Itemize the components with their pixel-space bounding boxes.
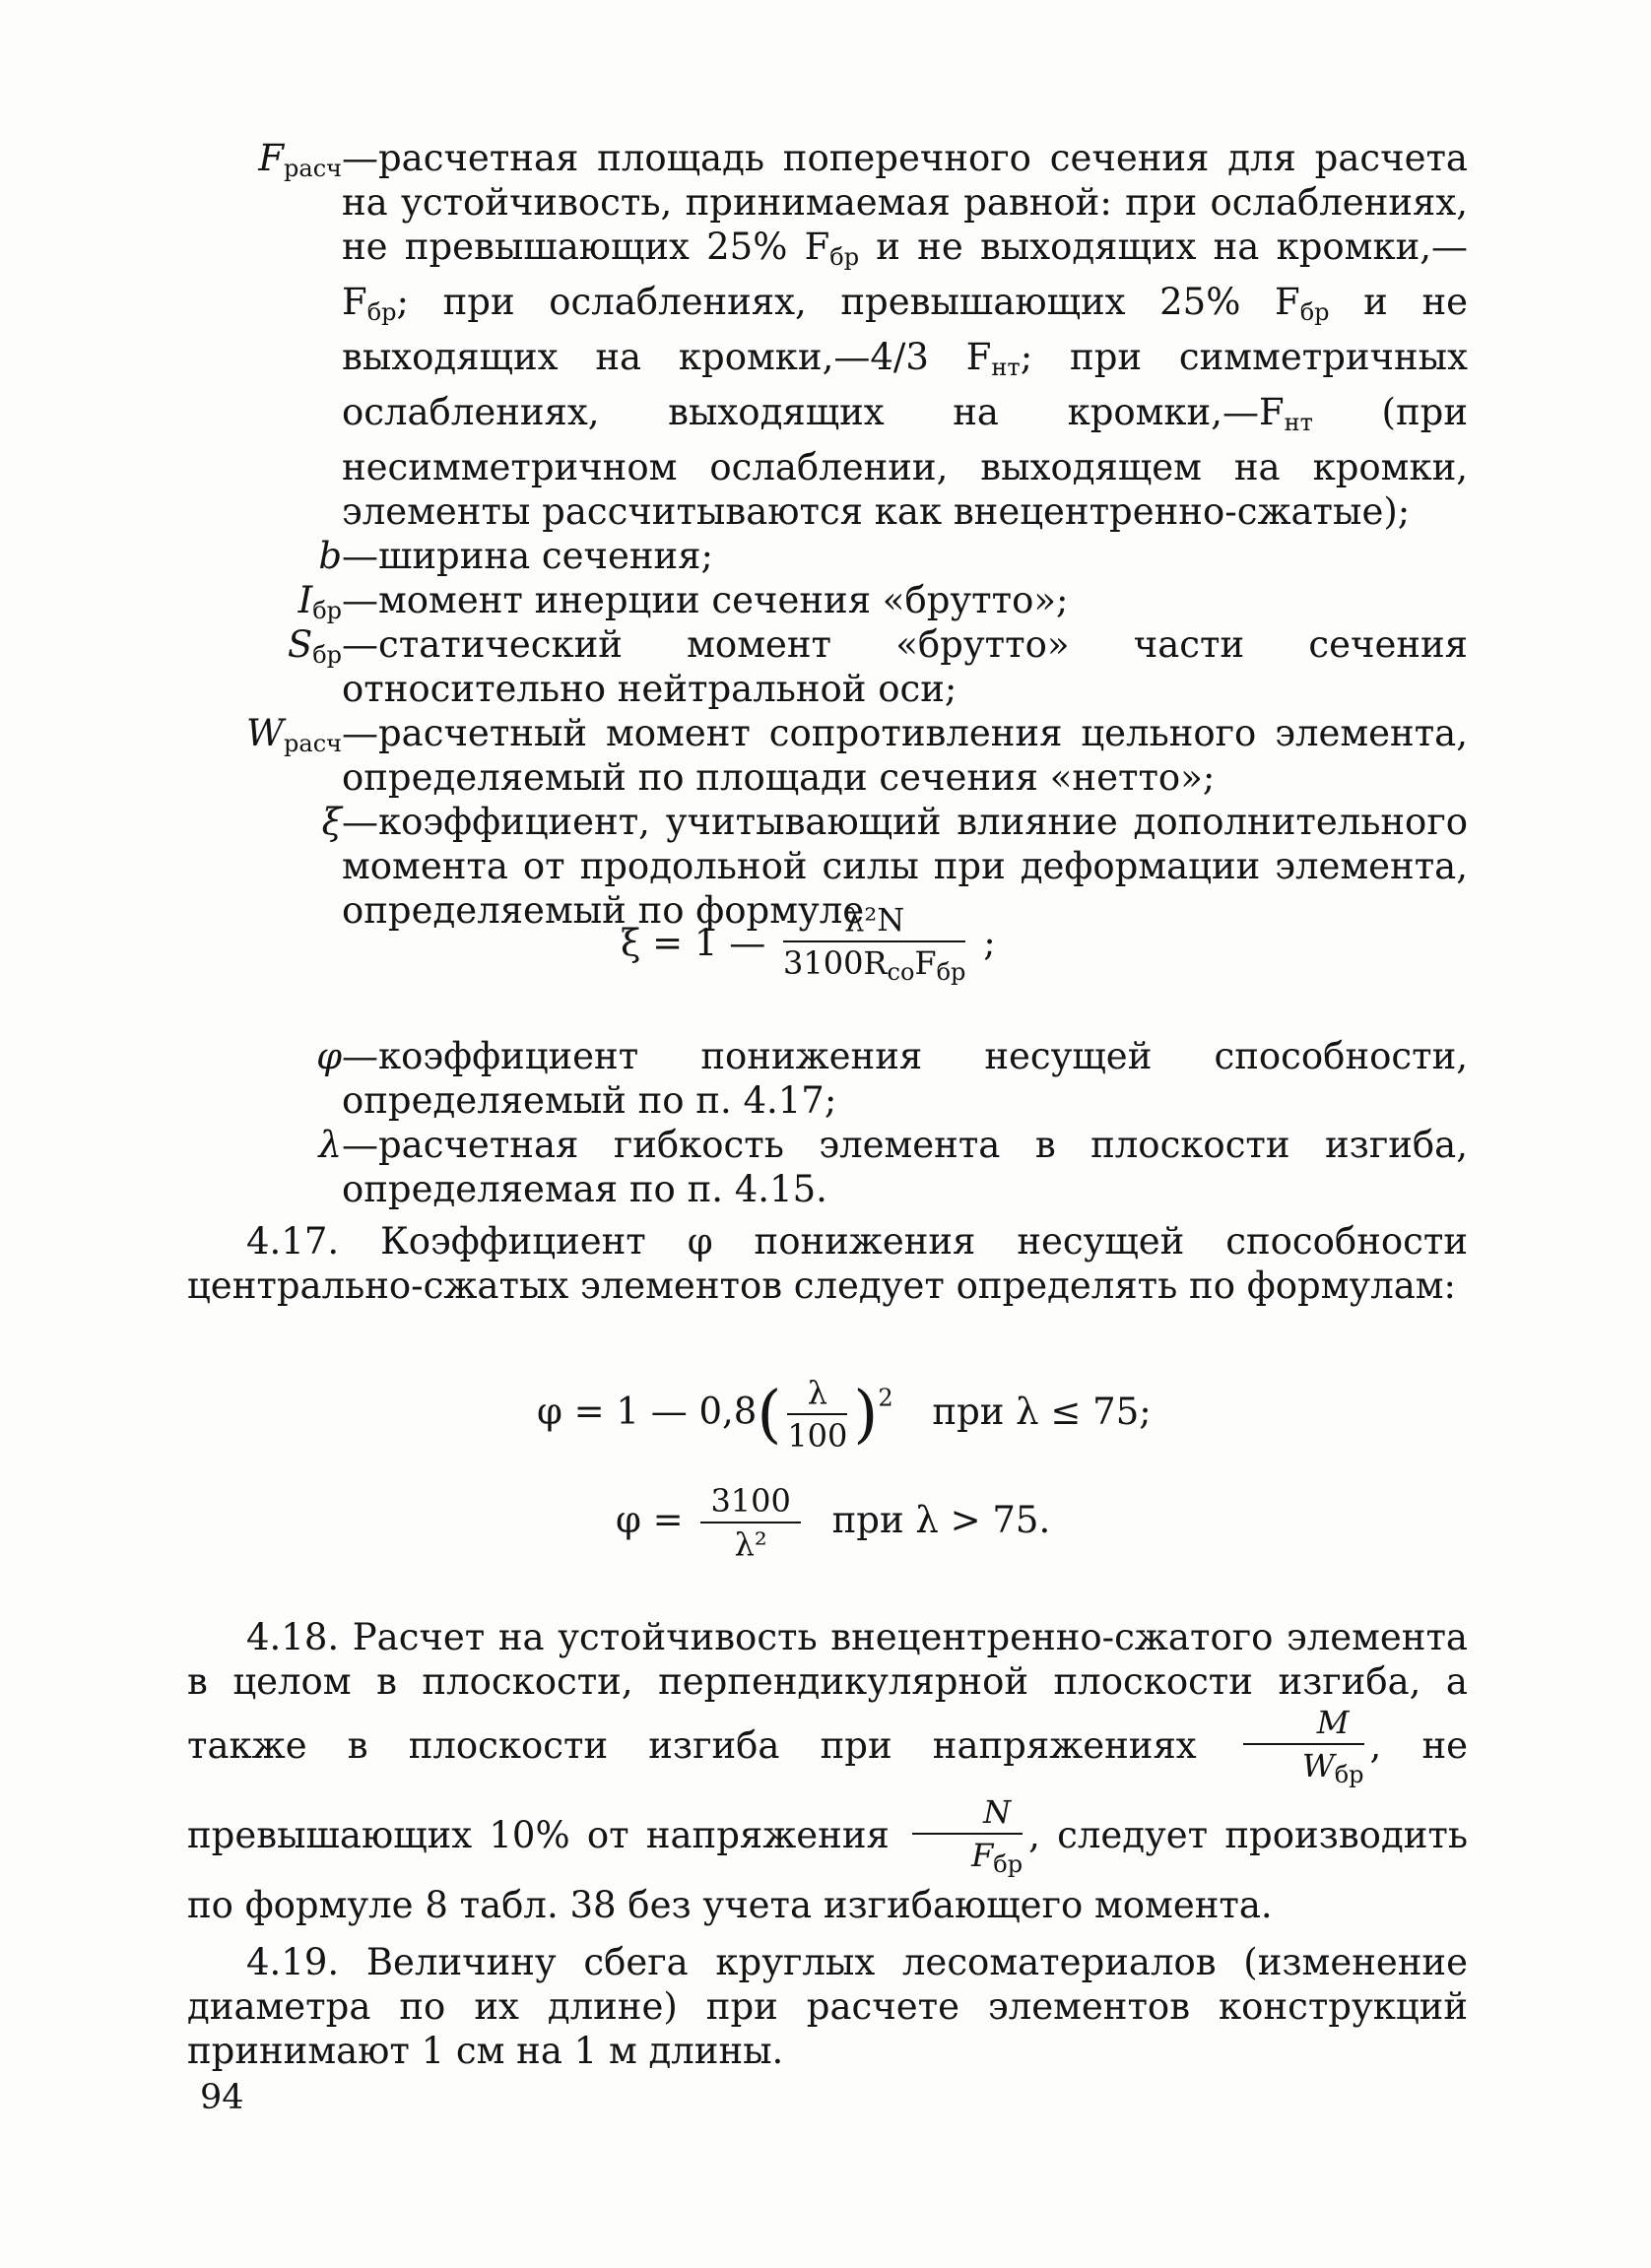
paragraph-4-18: 4.18. Расчет на устойчивость внецентренно-сжатого элемента в целом в плоскости, перпендикулярной плоскости изгиба, а также в плоскости изгиба при напряжениях $\frac{M}{\text{Wбр}}$ , не превышающих 10% от напряжения $\frac{N}{\text{Fбр}}$ , следует производить по формуле 8 табл. 38 без учета изгибающего момента. [187, 1616, 1469, 1926]
definition-b: b —ширина сечения; [318, 535, 713, 577]
formula-phi-2: φ = $\frac{3100}{\text{λ²}}$ при λ > 75. [616, 1482, 1051, 1563]
definition-w-rasch: $W_{расч}$ —расчетный момент сопротивления цельного элемента, определяемый по площади сечения «нетто»; [245, 712, 1468, 799]
definition-phi: φ —коэффициент понижения несущей способности, определяемый по п. 4.17; [316, 1035, 1468, 1122]
definition-i-br: $I_{бр}$ —момент инерции сечения «брутто»; [297, 579, 1069, 624]
definitions-block [187, 136, 1468, 933]
paragraph-4-19: 4.19. Величину сбега круглых лесоматериалов (изменение диаметра по их длине) при расчете элементов конструкций принимают 1 см на 1 м длины. [187, 1941, 1468, 2072]
formula-xi: ξ = 1 — $\frac{\text{λ²N}}{\text{3100RсоFбр}}$ ; [621, 901, 996, 986]
definition-f-rasch: $F_{расч}$ —расчетная площадь поперечного сечения для расчета на устойчивость, принимаемая равной: при ослаблениях, не превышающих 25% Fбр и не выходящих на кромки,—Fбр; при ослаблениях, превышающих 25% Fбр и не выходящих на кромки,—4/3 Fнт; при симметричных ослаблениях, выходящих на кромки,—Fнт (при несимметричном ослаблении, выходящем на кромки, элементы рассчитываются как внецентренно-сжатые); [258, 137, 1468, 533]
definition-xi: ξ —коэффициент, учитывающий влияние дополнительного момента от продольной силы при деформации элемента, определяемый по формуле [321, 801, 1468, 932]
paragraph-4-17: 4.17. Коэффициент φ понижения несущей способности центрально-сжатых элементов следует определять по формулам: [187, 1220, 1468, 1307]
definition-s-br: $S_{бр}$ —статический момент «брутто» части сечения относительно нейтральной оси; [287, 623, 1468, 710]
page-number: 94 [200, 2078, 244, 2117]
definitions-block-2 [187, 1034, 1468, 1211]
formula-phi-1: φ = 1 — 0,8( $\frac{\lambda}{100}$ )$^2$ при λ ≤ 75; [537, 1374, 1152, 1455]
definition-lambda: λ —расчетная гибкость элемента в плоскости изгиба, определяемая по п. 4.15. [318, 1124, 1468, 1210]
